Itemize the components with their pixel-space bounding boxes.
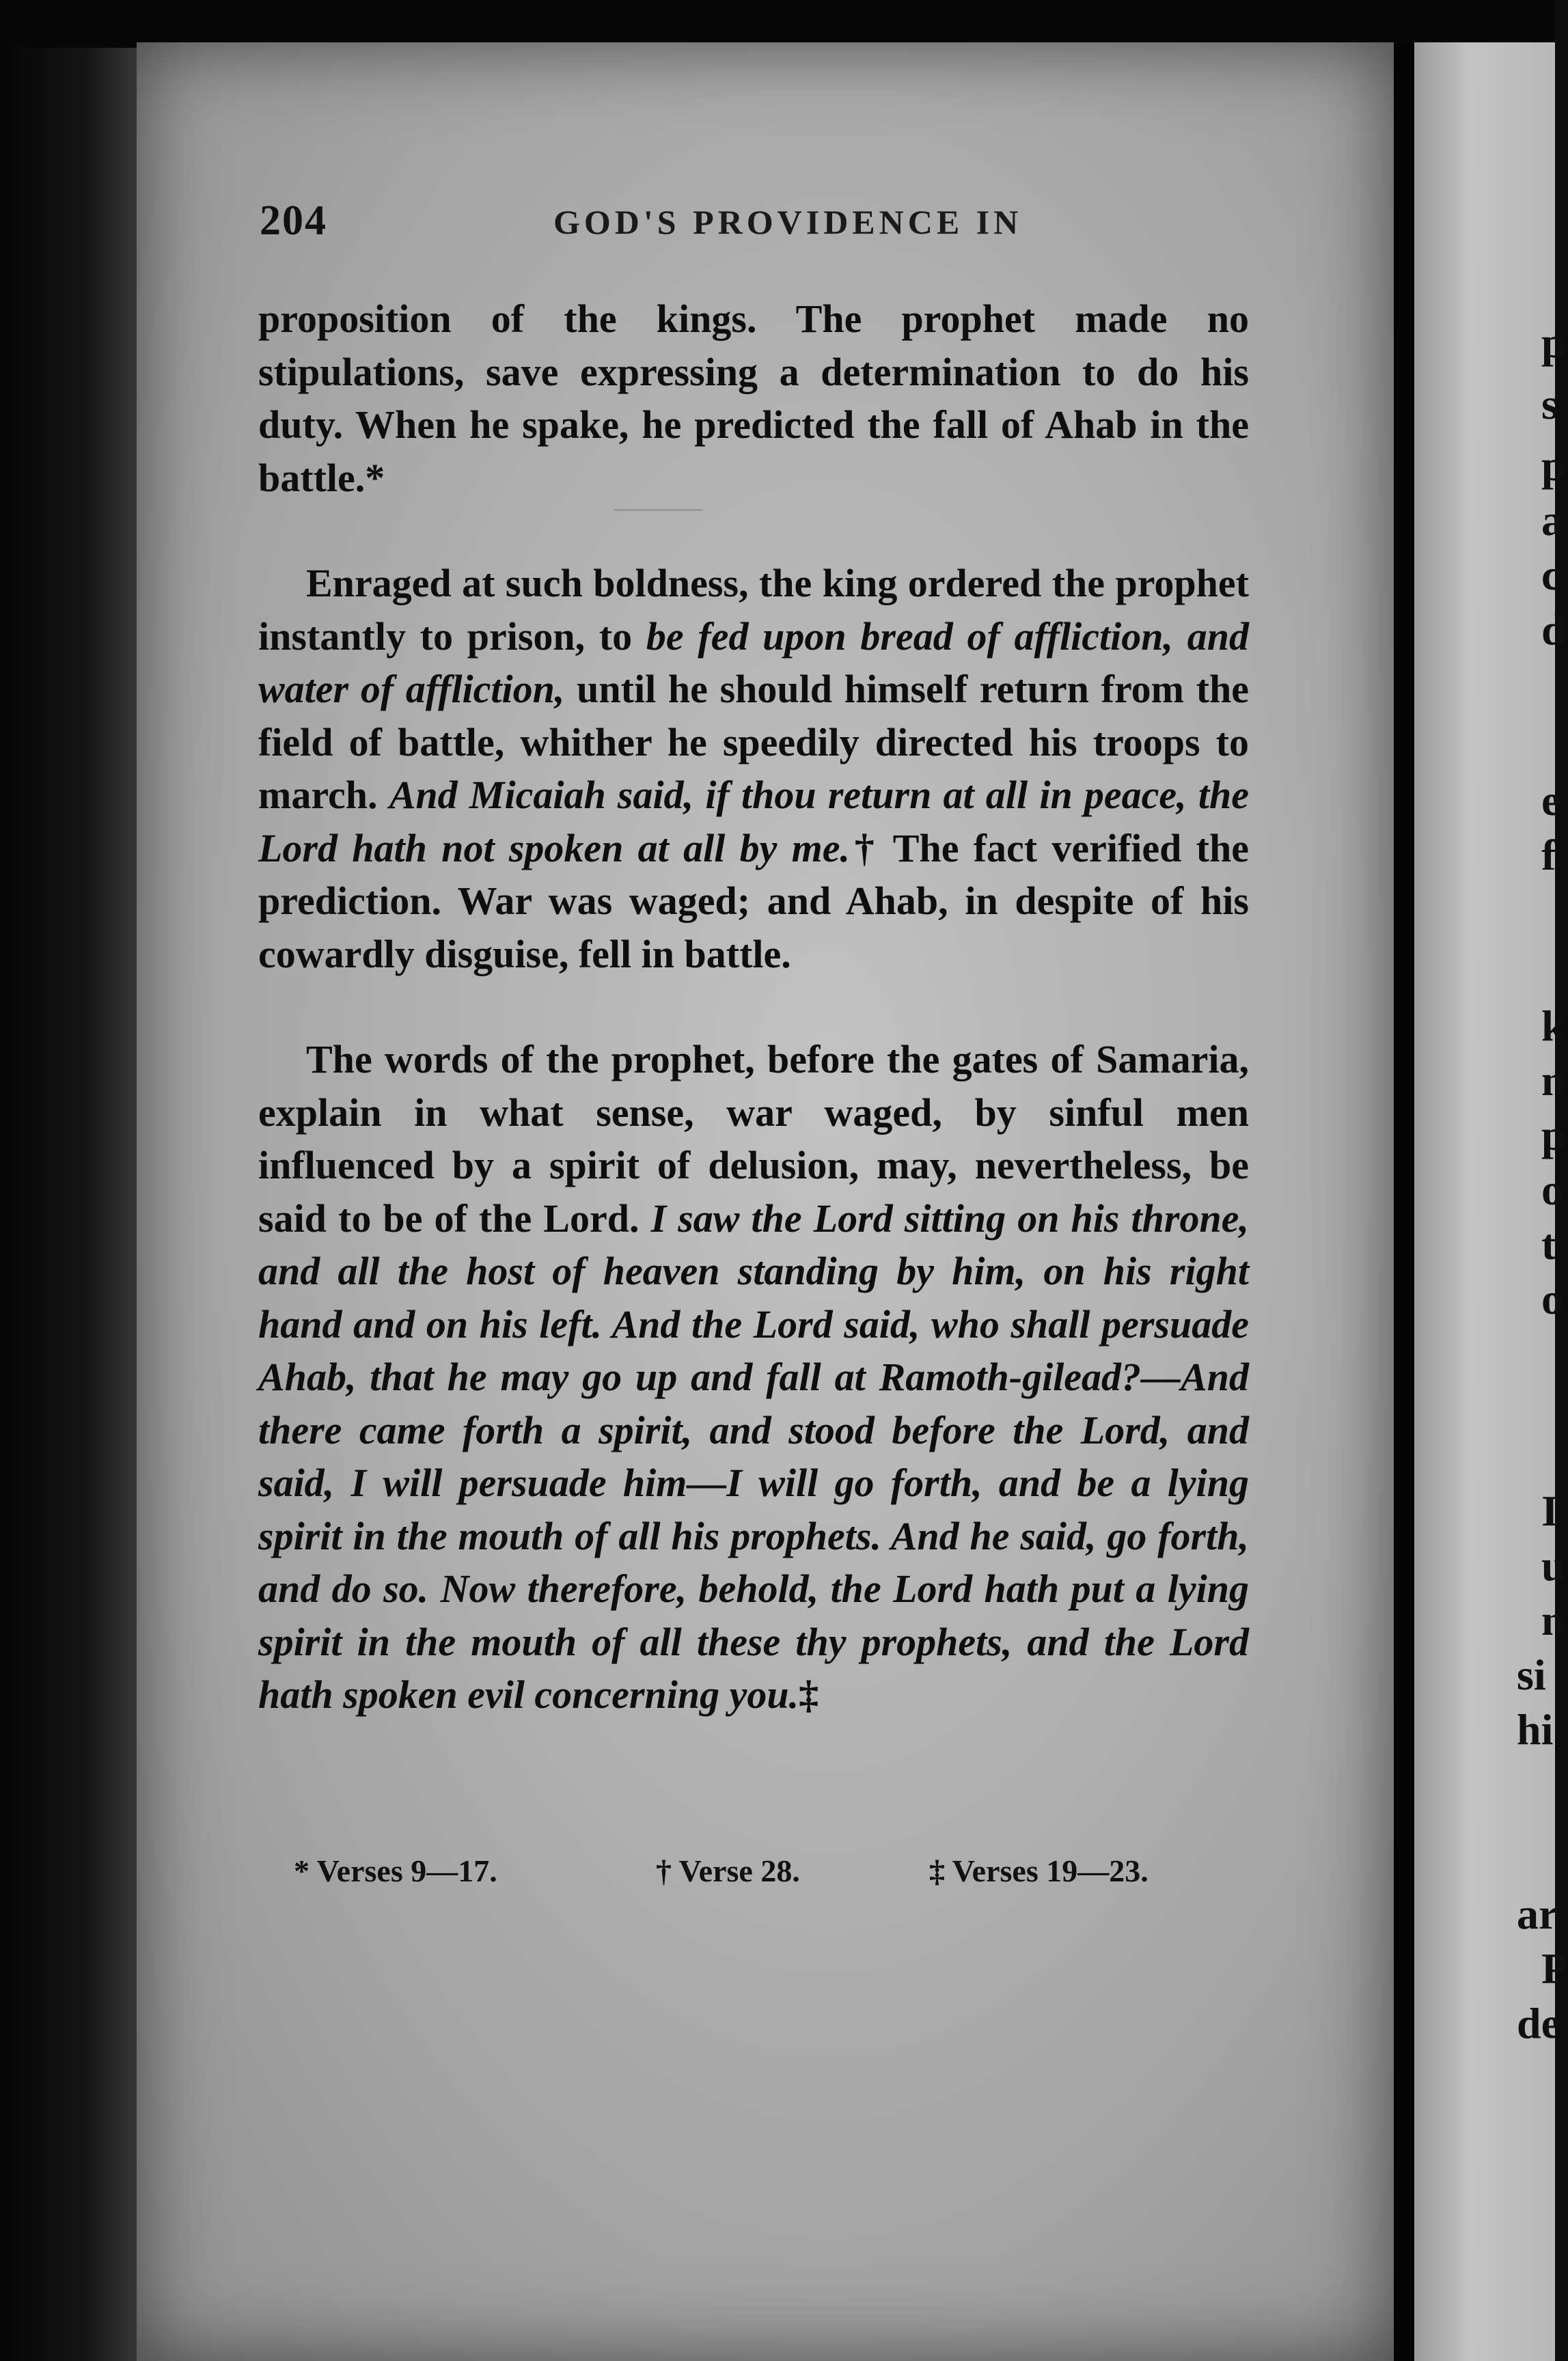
scan-left-edge bbox=[0, 0, 143, 2361]
adjacent-page-letter: P bbox=[1541, 1944, 1568, 1993]
text-run: ‡ bbox=[799, 1672, 819, 1717]
adjacent-page-letter: p bbox=[1541, 318, 1566, 367]
paragraph bbox=[258, 557, 1249, 980]
adjacent-page-letter: hi bbox=[1517, 1705, 1554, 1754]
adjacent-page-letter: p bbox=[1541, 441, 1566, 490]
adjacent-page-letter: ar bbox=[1517, 1890, 1558, 1938]
scan-top-edge bbox=[0, 0, 1555, 48]
adjacent-page-letter: de bbox=[1517, 1999, 1560, 2047]
page-gutter bbox=[1394, 42, 1414, 2361]
paragraph bbox=[258, 1033, 1249, 1722]
adjacent-page-letter: k bbox=[1541, 1002, 1566, 1050]
running-head bbox=[260, 197, 1257, 258]
paragraph bbox=[258, 292, 1249, 504]
adjacent-page-letter: p bbox=[1541, 1111, 1566, 1159]
running-title: GOD'S PROVIDENCE IN bbox=[553, 203, 1023, 241]
adjacent-page-letter: a bbox=[1541, 496, 1563, 544]
adjacent-page-letter: o bbox=[1541, 1275, 1563, 1323]
adjacent-page-letter: I bbox=[1541, 1487, 1558, 1535]
text-run: The words of the prophet, before the gates of Samaria, explain in what sense, war waged, by sinful men influenced by a spirit of delusion, may, nevertheless, be said to be of the Lord. bbox=[258, 1037, 1249, 1241]
italic-quotation: I saw the Lord sitting on his throne, and all the host of heaven standing by him, on his right hand and on his left. And the Lord said, who shall persuade Ahab, that he may go up and fall at Ramoth-gilead?—And there came forth a spirit, and stood before the Lord, and said, I will persuade him—I will go forth, and be a lying spirit in the mouth of all his prophets. And he said, go forth, and do so. Now therefore, behold, the Lord hath put a lying spirit in the mouth of all these thy prophets, and the Lord hath spoken evil concerning you. bbox=[258, 1196, 1249, 1717]
show-through-bleed: ⸻ bbox=[615, 487, 707, 528]
adjacent-page-letter: n bbox=[1541, 1056, 1566, 1105]
footnotes bbox=[294, 1853, 1264, 1907]
adjacent-page-letter: u bbox=[1541, 1541, 1566, 1590]
adjacent-page-letter: f bbox=[1541, 831, 1556, 879]
text-run: Enraged at such boldness, the king ordered the prophet instantly to prison, to bbox=[258, 561, 1249, 659]
adjacent-page-letter: t bbox=[1541, 1220, 1556, 1269]
adjacent-page-letter: n bbox=[1541, 1596, 1566, 1644]
page-number: 204 bbox=[260, 197, 327, 244]
text-run: † The fact verified the prediction. War was waged; and Ahab, in despite of his cowardly disguise, fell in battle. bbox=[258, 825, 1249, 976]
italic-quotation: And Micaiah said, if thou return at all in peace, the Lord hath not spoken at all by me. bbox=[258, 773, 1249, 870]
footnote: * Verses 9—17. bbox=[294, 1853, 497, 1888]
italic-quotation: be fed upon bread of affliction, and water of affliction, bbox=[258, 613, 1250, 711]
adjacent-page-letter: si bbox=[1517, 1651, 1546, 1699]
adjacent-page-letter: d bbox=[1541, 605, 1566, 654]
footnote: ‡ Verses 19—23. bbox=[929, 1853, 1149, 1888]
text-run: proposition of the kings. The prophet made no stipulations, save expressing a determination to do his duty. When he spake, he predicted the fall of Ahab in the battle.* bbox=[258, 296, 1249, 500]
adjacent-page-letter: s bbox=[1541, 380, 1558, 428]
adjacent-page-edge bbox=[1414, 42, 1568, 2361]
body-text bbox=[258, 292, 1249, 1722]
adjacent-page-letter: e bbox=[1541, 776, 1561, 825]
adjacent-page-letter: c bbox=[1541, 551, 1561, 599]
footnote: † Verse 28. bbox=[656, 1853, 800, 1888]
adjacent-page-letter: o bbox=[1541, 1165, 1563, 1214]
text-run: until he should himself return from the field of battle, whither he speedily directed his troops to march. bbox=[258, 667, 1250, 817]
